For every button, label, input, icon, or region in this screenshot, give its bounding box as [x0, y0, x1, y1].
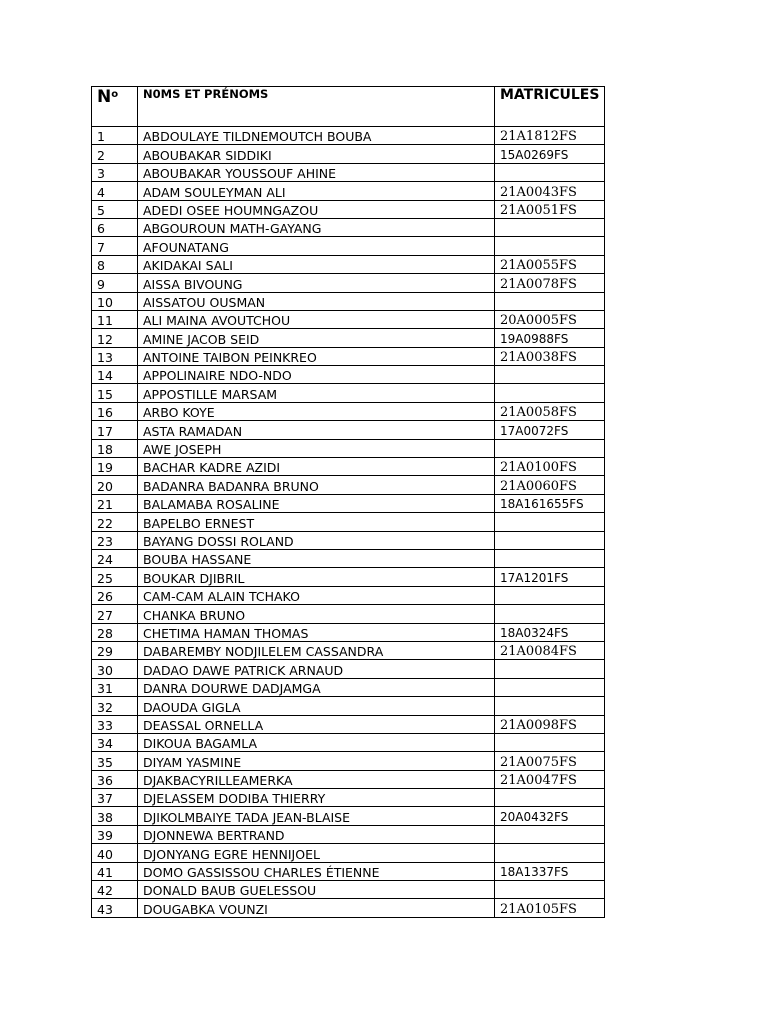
table-row: [92, 531, 605, 549]
row-number: 21: [92, 494, 138, 512]
student-matricule: 15A0269FS: [495, 145, 605, 163]
student-name: CAM-CAM ALAIN TCHAKO: [138, 586, 495, 604]
student-name: ABOUBAKAR SIDDIKI: [138, 145, 495, 163]
student-name: DIKOUA BAGAMLA: [138, 733, 495, 751]
table-row: [92, 366, 605, 384]
table-row: [92, 770, 605, 788]
table-row: [92, 145, 605, 163]
student-name: BOUBA HASSANE: [138, 549, 495, 567]
student-name: DONALD BAUB GUELESSOU: [138, 881, 495, 899]
table-row: [92, 200, 605, 218]
student-name: AWE JOSEPH: [138, 439, 495, 457]
row-number: 24: [92, 549, 138, 567]
student-name: ABOUBAKAR YOUSSOUF AHINE: [138, 163, 495, 181]
table-row: [92, 182, 605, 200]
row-number: 22: [92, 513, 138, 531]
student-matricule: [495, 163, 605, 181]
row-number: 40: [92, 844, 138, 862]
student-matricule: [495, 384, 605, 402]
student-matricule: 21A0038FS: [495, 347, 605, 365]
row-number: 37: [92, 789, 138, 807]
student-matricule: [495, 789, 605, 807]
table-row: [92, 439, 605, 457]
student-name: DEASSAL ORNELLA: [138, 715, 495, 733]
row-number: 4: [92, 182, 138, 200]
row-number: 25: [92, 568, 138, 586]
student-matricule: [495, 439, 605, 457]
table-row: [92, 678, 605, 696]
table-row: [92, 586, 605, 604]
table-row: [92, 844, 605, 862]
student-name: BAPELBO ERNEST: [138, 513, 495, 531]
student-matricule: [495, 697, 605, 715]
row-number: 19: [92, 458, 138, 476]
student-name: ANTOINE TAIBON PEINKREO: [138, 347, 495, 365]
row-number: 9: [92, 274, 138, 292]
student-name: CHETIMA HAMAN THOMAS: [138, 623, 495, 641]
student-matricule: 18A0324FS: [495, 623, 605, 641]
table-row: [92, 881, 605, 899]
student-matricule: [495, 825, 605, 843]
student-matricule: 19A0988FS: [495, 329, 605, 347]
row-number: 12: [92, 329, 138, 347]
header-matricules: MATRICULES: [495, 87, 605, 127]
student-name: ABDOULAYE TILDNEMOUTCH BOUBA: [138, 127, 495, 145]
student-name: AFOUNATANG: [138, 237, 495, 255]
table-row: [92, 384, 605, 402]
table-row: [92, 237, 605, 255]
table-row: [92, 458, 605, 476]
student-name: APPOSTILLE MARSAM: [138, 384, 495, 402]
table-row: [92, 549, 605, 567]
header-number-label: N: [97, 87, 112, 107]
student-name: CHANKA BRUNO: [138, 605, 495, 623]
row-number: 27: [92, 605, 138, 623]
student-name: BOUKAR DJIBRIL: [138, 568, 495, 586]
student-matricule: [495, 586, 605, 604]
student-matricule: [495, 531, 605, 549]
table-row: [92, 494, 605, 512]
row-number: 15: [92, 384, 138, 402]
row-number: 28: [92, 623, 138, 641]
row-number: 7: [92, 237, 138, 255]
student-matricule: 21A0078FS: [495, 274, 605, 292]
student-matricule: 18A1337FS: [495, 862, 605, 880]
row-number: 16: [92, 402, 138, 420]
row-number: 20: [92, 476, 138, 494]
header-number-superscript: o: [111, 89, 119, 100]
student-matricule: [495, 605, 605, 623]
row-number: 13: [92, 347, 138, 365]
student-name: BACHAR KADRE AZIDI: [138, 458, 495, 476]
row-number: 14: [92, 366, 138, 384]
row-number: 34: [92, 733, 138, 751]
table-row: [92, 752, 605, 770]
student-matricule: [495, 513, 605, 531]
table-row: [92, 697, 605, 715]
student-name: ARBO KOYE: [138, 402, 495, 420]
table-row: [92, 623, 605, 641]
table-row: [92, 476, 605, 494]
row-number: 30: [92, 660, 138, 678]
row-number: 32: [92, 697, 138, 715]
table-row: [92, 513, 605, 531]
student-matricule: [495, 292, 605, 310]
table-row: [92, 218, 605, 236]
table-row: [92, 127, 605, 145]
student-name: DADAO DAWE PATRICK ARNAUD: [138, 660, 495, 678]
student-matricule: 21A0105FS: [495, 899, 605, 917]
student-name: AISSATOU OUSMAN: [138, 292, 495, 310]
student-name: DJAKBACYRILLEAMERKA: [138, 770, 495, 788]
table-row: [92, 605, 605, 623]
table-row: [92, 641, 605, 659]
row-number: 33: [92, 715, 138, 733]
row-number: 18: [92, 439, 138, 457]
row-number: 35: [92, 752, 138, 770]
student-matricule: 21A0075FS: [495, 752, 605, 770]
student-matricule: 21A0098FS: [495, 715, 605, 733]
student-name: DIYAM YASMINE: [138, 752, 495, 770]
row-number: 5: [92, 200, 138, 218]
table-row: [92, 292, 605, 310]
table-row: [92, 733, 605, 751]
student-name: BALAMABA ROSALINE: [138, 494, 495, 512]
table-body: [92, 127, 605, 918]
student-matricule: [495, 660, 605, 678]
student-name: DJIKOLMBAIYE TADA JEAN-BLAISE: [138, 807, 495, 825]
header-names: N0MS ET PRÉNOMS: [138, 87, 495, 127]
row-number: 8: [92, 255, 138, 273]
student-name: DJELASSEM DODIBA THIERRY: [138, 789, 495, 807]
row-number: 43: [92, 899, 138, 917]
student-matricule: 20A0005FS: [495, 310, 605, 328]
student-name: ADEDI OSEE HOUMNGAZOU: [138, 200, 495, 218]
student-matricule: 21A0084FS: [495, 641, 605, 659]
table-row: [92, 329, 605, 347]
table-header-row: [92, 87, 605, 127]
row-number: 38: [92, 807, 138, 825]
table-row: [92, 789, 605, 807]
student-name: DJONNEWA BERTRAND: [138, 825, 495, 843]
student-roster-table: [91, 86, 605, 918]
row-number: 11: [92, 310, 138, 328]
student-matricule: 20A0432FS: [495, 807, 605, 825]
table-row: [92, 347, 605, 365]
student-name: DOUGABKA VOUNZI: [138, 899, 495, 917]
student-matricule: [495, 218, 605, 236]
table-row: [92, 421, 605, 439]
student-matricule: [495, 237, 605, 255]
table-row: [92, 715, 605, 733]
row-number: 36: [92, 770, 138, 788]
student-name: DABAREMBY NODJILELEM CASSANDRA: [138, 641, 495, 659]
student-matricule: [495, 549, 605, 567]
table-row: [92, 899, 605, 917]
student-matricule: 17A1201FS: [495, 568, 605, 586]
student-matricule: [495, 881, 605, 899]
student-matricule: 21A0100FS: [495, 458, 605, 476]
student-matricule: 21A0058FS: [495, 402, 605, 420]
row-number: 17: [92, 421, 138, 439]
header-number: [92, 87, 138, 127]
student-matricule: [495, 844, 605, 862]
row-number: 31: [92, 678, 138, 696]
student-matricule: [495, 366, 605, 384]
student-name: BAYANG DOSSI ROLAND: [138, 531, 495, 549]
table-row: [92, 862, 605, 880]
student-name: ALI MAINA AVOUTCHOU: [138, 310, 495, 328]
table-row: [92, 568, 605, 586]
table-row: [92, 807, 605, 825]
student-matricule: [495, 733, 605, 751]
row-number: 29: [92, 641, 138, 659]
student-matricule: 17A0072FS: [495, 421, 605, 439]
student-matricule: 21A0051FS: [495, 200, 605, 218]
row-number: 39: [92, 825, 138, 843]
student-matricule: 18A161655FS: [495, 494, 605, 512]
row-number: 26: [92, 586, 138, 604]
student-matricule: 21A1812FS: [495, 127, 605, 145]
table-row: [92, 310, 605, 328]
student-name: AISSA BIVOUNG: [138, 274, 495, 292]
student-name: DANRA DOURWE DADJAMGA: [138, 678, 495, 696]
student-matricule: 21A0060FS: [495, 476, 605, 494]
student-matricule: 21A0047FS: [495, 770, 605, 788]
student-name: ABGOUROUN MATH-GAYANG: [138, 218, 495, 236]
table-row: [92, 402, 605, 420]
table-row: [92, 825, 605, 843]
student-name: APPOLINAIRE NDO-NDO: [138, 366, 495, 384]
table-row: [92, 163, 605, 181]
student-name: ADAM SOULEYMAN ALI: [138, 182, 495, 200]
table-row: [92, 255, 605, 273]
student-matricule: 21A0043FS: [495, 182, 605, 200]
student-name: AKIDAKAI SALI: [138, 255, 495, 273]
row-number: 42: [92, 881, 138, 899]
student-matricule: [495, 678, 605, 696]
student-name: ASTA RAMADAN: [138, 421, 495, 439]
row-number: 6: [92, 218, 138, 236]
student-name: AMINE JACOB SEID: [138, 329, 495, 347]
row-number: 23: [92, 531, 138, 549]
table-row: [92, 274, 605, 292]
student-name: DJONYANG EGRE HENNIJOEL: [138, 844, 495, 862]
row-number: 1: [92, 127, 138, 145]
row-number: 10: [92, 292, 138, 310]
row-number: 2: [92, 145, 138, 163]
student-name: DAOUDA GIGLA: [138, 697, 495, 715]
row-number: 3: [92, 163, 138, 181]
student-name: BADANRA BADANRA BRUNO: [138, 476, 495, 494]
student-matricule: 21A0055FS: [495, 255, 605, 273]
row-number: 41: [92, 862, 138, 880]
table-row: [92, 660, 605, 678]
student-name: DOMO GASSISSOU CHARLES ÉTIENNE: [138, 862, 495, 880]
